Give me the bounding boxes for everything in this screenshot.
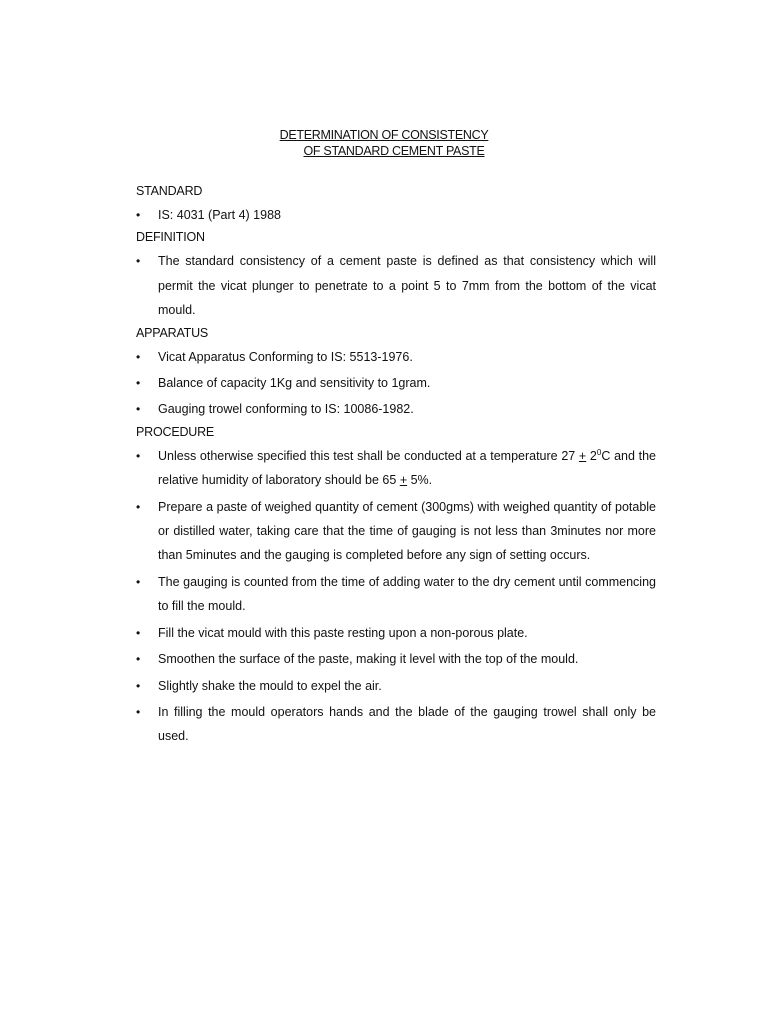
list-item: • Prepare a paste of weighed quantity of cement (300gms) with weighed quantity of potable or distilled water, taking care that the time of gauging is not less than 3minutes nor more than 5minutes and the gauging is completed before any sign of setting occurs. <box>136 495 656 568</box>
list-item: • Slightly shake the mould to expel the air. <box>136 674 656 698</box>
section-definition <box>136 228 656 322</box>
section-heading-apparatus: APPARATUS <box>136 325 209 340</box>
list-item: • The gauging is counted from the time of adding water to the dry cement until commencing to fill the mould. <box>136 570 656 619</box>
list-item: • In filling the mould operators hands and the blade of the gauging trowel shall only be used. <box>136 700 656 749</box>
list-item: • Smoothen the surface of the paste, making it level with the top of the mould. <box>136 647 656 671</box>
superscript-degree: 0 <box>596 447 602 457</box>
list-item: • Vicat Apparatus Conforming to IS: 5513-1976. <box>136 345 656 369</box>
procedure-text: Unless otherwise specified this test shall be conducted at a temperature 27 <box>158 448 579 463</box>
plus-minus-sign: + <box>578 448 587 463</box>
title-line-1: DETERMINATION OF CONSISTENCY <box>279 128 489 142</box>
section-apparatus <box>136 324 656 422</box>
procedure-text: 2 <box>586 448 597 463</box>
plus-minus-sign: + <box>399 473 408 488</box>
title-line-2: OF STANDARD CEMENT PASTE <box>303 144 485 158</box>
list-item <box>136 444 656 493</box>
procedure-text: 5%. <box>407 473 433 488</box>
section-procedure <box>136 423 656 749</box>
apparatus-list <box>136 345 656 422</box>
list-item: • Gauging trowel conforming to IS: 10086-1982. <box>136 397 656 421</box>
document-title <box>0 127 768 159</box>
definition-list <box>136 249 656 322</box>
list-item: • IS: 4031 (Part 4) 1988 <box>136 203 656 227</box>
list-item: • Fill the vicat mould with this paste resting upon a non-porous plate. <box>136 621 656 645</box>
section-heading-definition: DEFINITION <box>136 230 205 245</box>
section-heading-standard: STANDARD <box>136 184 203 198</box>
document-body <box>136 182 656 749</box>
list-item: • The standard consistency of a cement paste is defined as that consistency which will permit the vicat plunger to penetrate to a point 5 to 7mm from the bottom of the vicat mould. <box>136 249 656 322</box>
standard-list <box>136 203 656 227</box>
section-heading-procedure: PROCEDURE <box>136 424 215 439</box>
procedure-list <box>136 444 656 749</box>
procedure-text: C and the relative humidity of laboratory should be 65 <box>158 448 656 488</box>
section-standard <box>136 182 656 227</box>
list-item: • Balance of capacity 1Kg and sensitivity to 1gram. <box>136 371 656 395</box>
